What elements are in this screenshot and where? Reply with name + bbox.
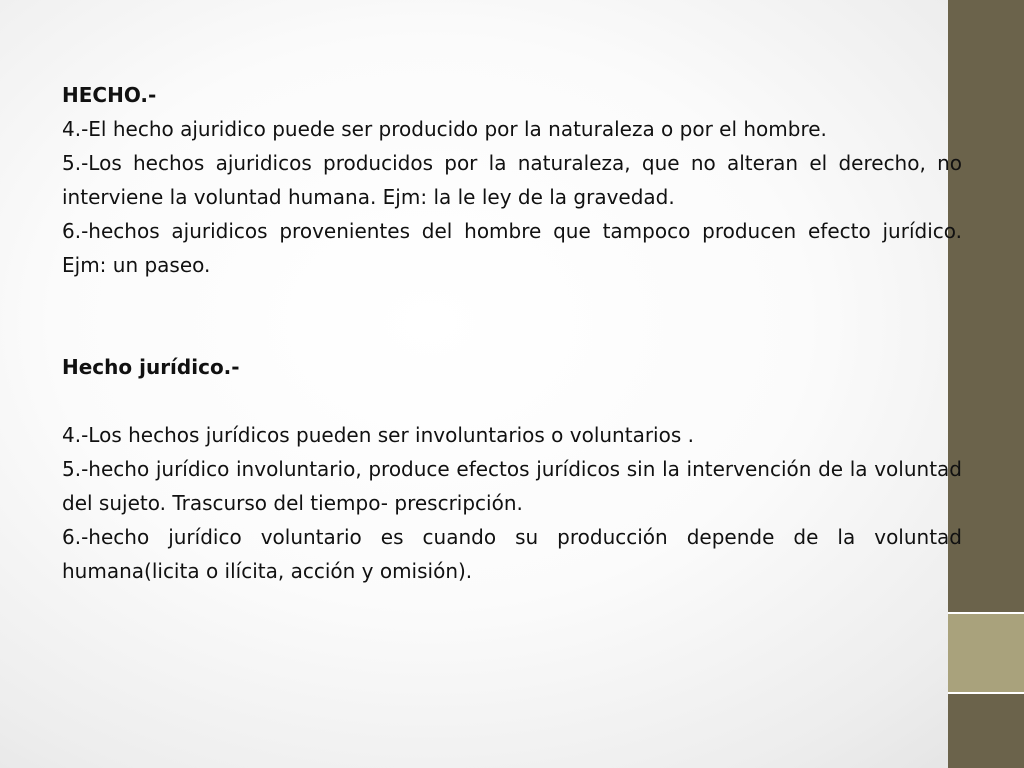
paragraph-item: 5.-hecho jurídico involuntario, produce efectos jurídicos sin la intervención de la voluntad del sujeto. Trascurso del tiempo- prescripción. xyxy=(62,457,962,515)
section-heading-hecho: HECHO.- xyxy=(62,83,157,107)
paragraph-item: 4.-El hecho ajuridico puede ser producido por la naturaleza o por el hombre. xyxy=(62,117,827,141)
paragraph-item: 4.-Los hechos jurídicos pueden ser involuntarios o voluntarios . xyxy=(62,423,694,447)
sidebar-accent-block xyxy=(948,614,1024,692)
slide-content xyxy=(62,78,962,588)
paragraph-item: 5.-Los hechos ajuridicos producidos por la naturaleza, que no alteran el derecho, no interviene la voluntad humana. Ejm: la le ley de la gravedad. xyxy=(62,151,962,209)
spacer xyxy=(62,384,962,418)
spacer xyxy=(62,282,962,350)
paragraph-item: 6.-hecho jurídico voluntario es cuando su producción depende de la voluntad humana(licita o ilícita, acción y omisión). xyxy=(62,525,962,583)
paragraph-item: 6.-hechos ajuridicos provenientes del hombre que tampoco producen efecto jurídico. Ejm: un paseo. xyxy=(62,219,962,277)
section-heading-hecho-juridico: Hecho jurídico.- xyxy=(62,355,240,379)
sidebar-divider xyxy=(948,692,1024,694)
